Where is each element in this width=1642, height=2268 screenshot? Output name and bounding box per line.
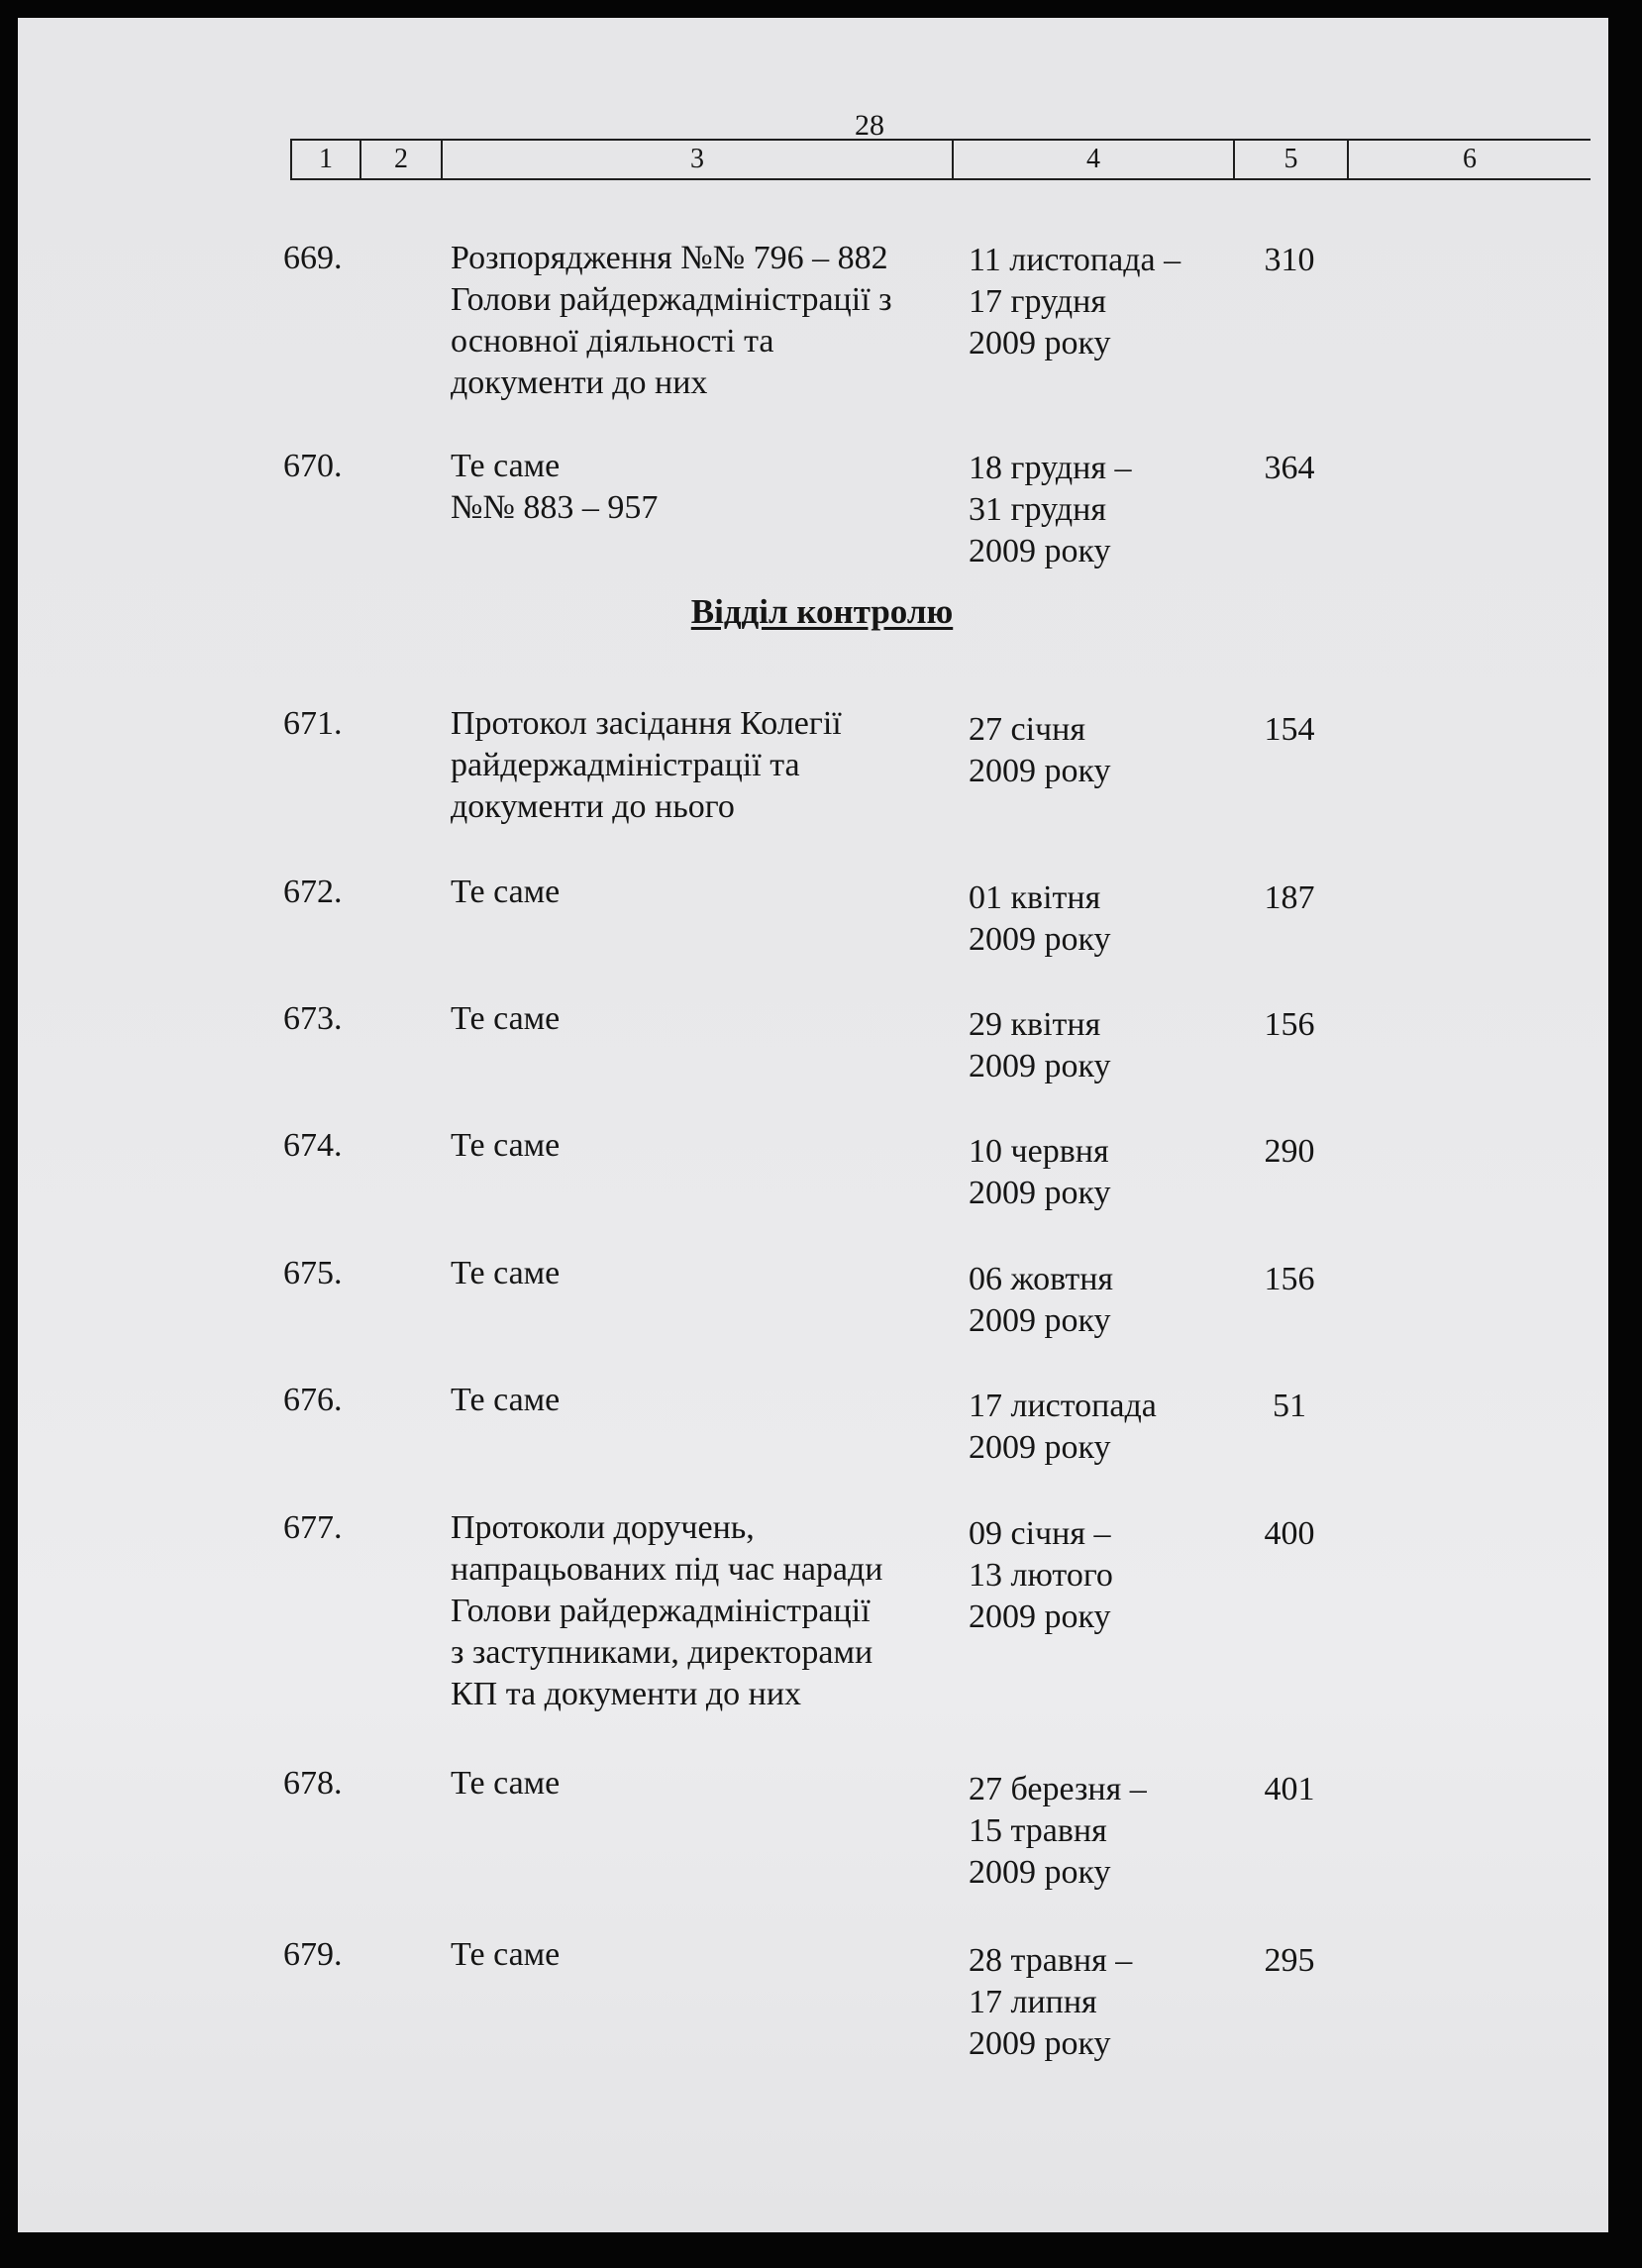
entry-date-line: 27 січня <box>969 711 1085 748</box>
entry-date-line: 2009 року <box>969 753 1111 789</box>
entry-number: 679. <box>283 1936 343 1973</box>
column-header-1: 1 <box>290 141 359 178</box>
entry-title-line: Розпорядження №№ 796 – 882 <box>451 240 888 276</box>
entry-date-line: 10 червня <box>969 1133 1109 1170</box>
entry-date-line: 11 листопада – <box>969 242 1181 278</box>
entry-dates <box>969 1259 1206 1342</box>
entry-title-line: КП та документи до них <box>451 1676 802 1712</box>
entry-title <box>451 1253 946 1294</box>
entry-date-line: 17 листопада <box>969 1388 1157 1424</box>
column-header-2: 2 <box>359 141 441 178</box>
entry-title <box>451 1507 946 1715</box>
entry-title <box>451 872 946 913</box>
column-header-3: 3 <box>441 141 952 178</box>
entry-title <box>451 1763 946 1804</box>
entry-sheet-count: 401 <box>1264 1771 1315 1807</box>
entry-title <box>451 1934 946 1976</box>
entry-title-line: Голови райдержадміністрації <box>451 1593 871 1629</box>
entry-title-line: Те саме <box>451 448 561 484</box>
entry-dates <box>969 709 1206 792</box>
entry-date-line: 2009 року <box>969 1302 1111 1339</box>
entry-title-line: Те саме <box>451 874 561 910</box>
entry-sheet-count: 156 <box>1264 1261 1315 1297</box>
entry-title-line: райдержадміністрації та <box>451 747 800 783</box>
entry-sheet-count: 364 <box>1264 450 1315 486</box>
entry-dates <box>969 1513 1206 1638</box>
entry-number: 673. <box>283 1000 343 1037</box>
entry-date-line: 2009 року <box>969 1175 1111 1211</box>
entry-sheet-count: 154 <box>1264 711 1315 748</box>
entry-date-line: 13 лютого <box>969 1557 1113 1594</box>
entry-date-line: 28 травня – <box>969 1942 1133 1979</box>
entry-number: 672. <box>283 874 343 910</box>
entry-number: 674. <box>283 1127 343 1164</box>
entry-title-line: документи до нього <box>451 788 735 825</box>
entry-title <box>451 1125 946 1167</box>
entry-date-line: 18 грудня – <box>969 450 1132 486</box>
entry-date-line: 2009 року <box>969 1429 1111 1466</box>
entry-sheet-count: 156 <box>1264 1006 1315 1043</box>
entry-date-line: 31 грудня <box>969 491 1106 528</box>
entry-date-line: 15 травня <box>969 1812 1107 1849</box>
entry-date-line: 06 жовтня <box>969 1261 1114 1297</box>
entry-number: 677. <box>283 1509 343 1546</box>
entry-dates <box>969 877 1206 961</box>
entry-dates <box>969 1386 1206 1469</box>
entry-date-line: 2009 року <box>969 325 1111 361</box>
entry-title <box>451 998 946 1040</box>
entry-dates <box>969 1004 1206 1087</box>
entry-title-line: з заступниками, директорами <box>451 1634 873 1671</box>
entry-title-line: Те саме <box>451 1255 561 1291</box>
entry-date-line: 09 січня – <box>969 1515 1111 1552</box>
entry-dates <box>969 1131 1206 1214</box>
entry-title <box>451 238 946 404</box>
entry-title-line: Те саме <box>451 1000 561 1037</box>
entry-title <box>451 1380 946 1421</box>
entry-date-line: 2009 року <box>969 1598 1111 1635</box>
column-header-4: 4 <box>952 141 1233 178</box>
entry-dates <box>969 1940 1206 2065</box>
entry-date-line: 01 квітня <box>969 879 1101 916</box>
entry-title-line: основної діяльності та <box>451 323 774 360</box>
entry-title <box>451 703 946 828</box>
entry-date-line: 17 липня <box>969 1984 1097 2020</box>
column-header-6: 6 <box>1347 141 1591 178</box>
section-heading: Відділ контролю <box>690 592 954 631</box>
entry-sheet-count: 187 <box>1264 879 1315 916</box>
entry-title-line: Протокол засідання Колегії <box>451 705 842 742</box>
entry-dates <box>969 240 1206 364</box>
entry-number: 670. <box>283 448 343 484</box>
entry-number: 676. <box>283 1382 343 1418</box>
entry-number: 669. <box>283 240 343 276</box>
entry-sheet-count: 310 <box>1264 242 1315 278</box>
document-page <box>18 18 1608 2232</box>
entry-title-line: документи до них <box>451 364 708 401</box>
entry-title-line: Те саме <box>451 1765 561 1802</box>
entry-date-line: 29 квітня <box>969 1006 1101 1043</box>
entry-sheet-count: 290 <box>1264 1133 1315 1170</box>
entry-title-line: Те саме <box>451 1127 561 1164</box>
column-header-5: 5 <box>1233 141 1347 178</box>
entry-date-line: 2009 року <box>969 2025 1111 2062</box>
entry-sheet-count: 400 <box>1264 1515 1315 1552</box>
entry-title-line: №№ 883 – 957 <box>451 489 659 526</box>
entry-title-line: напрацьованих під час наради <box>451 1551 883 1588</box>
entry-sheet-count: 51 <box>1273 1388 1306 1424</box>
entry-title-line: Те саме <box>451 1936 561 1973</box>
entry-date-line: 2009 року <box>969 1048 1111 1084</box>
entry-sheet-count: 295 <box>1264 1942 1315 1979</box>
entry-title-line: Протоколи доручень, <box>451 1509 755 1546</box>
entry-date-line: 17 грудня <box>969 283 1106 320</box>
column-header-row <box>290 139 1591 180</box>
entry-title-line: Голови райдержадміністрації з <box>451 281 892 318</box>
entry-number: 675. <box>283 1255 343 1291</box>
entry-number: 671. <box>283 705 343 742</box>
entry-number: 678. <box>283 1765 343 1802</box>
entry-dates <box>969 448 1206 572</box>
entry-dates <box>969 1769 1206 1894</box>
entry-title <box>451 446 946 529</box>
entry-date-line: 2009 року <box>969 1854 1111 1891</box>
entry-date-line: 2009 року <box>969 921 1111 958</box>
entry-date-line: 2009 року <box>969 533 1111 569</box>
entry-date-line: 27 березня – <box>969 1771 1147 1807</box>
entry-title-line: Те саме <box>451 1382 561 1418</box>
page-number: 28 <box>855 109 884 142</box>
